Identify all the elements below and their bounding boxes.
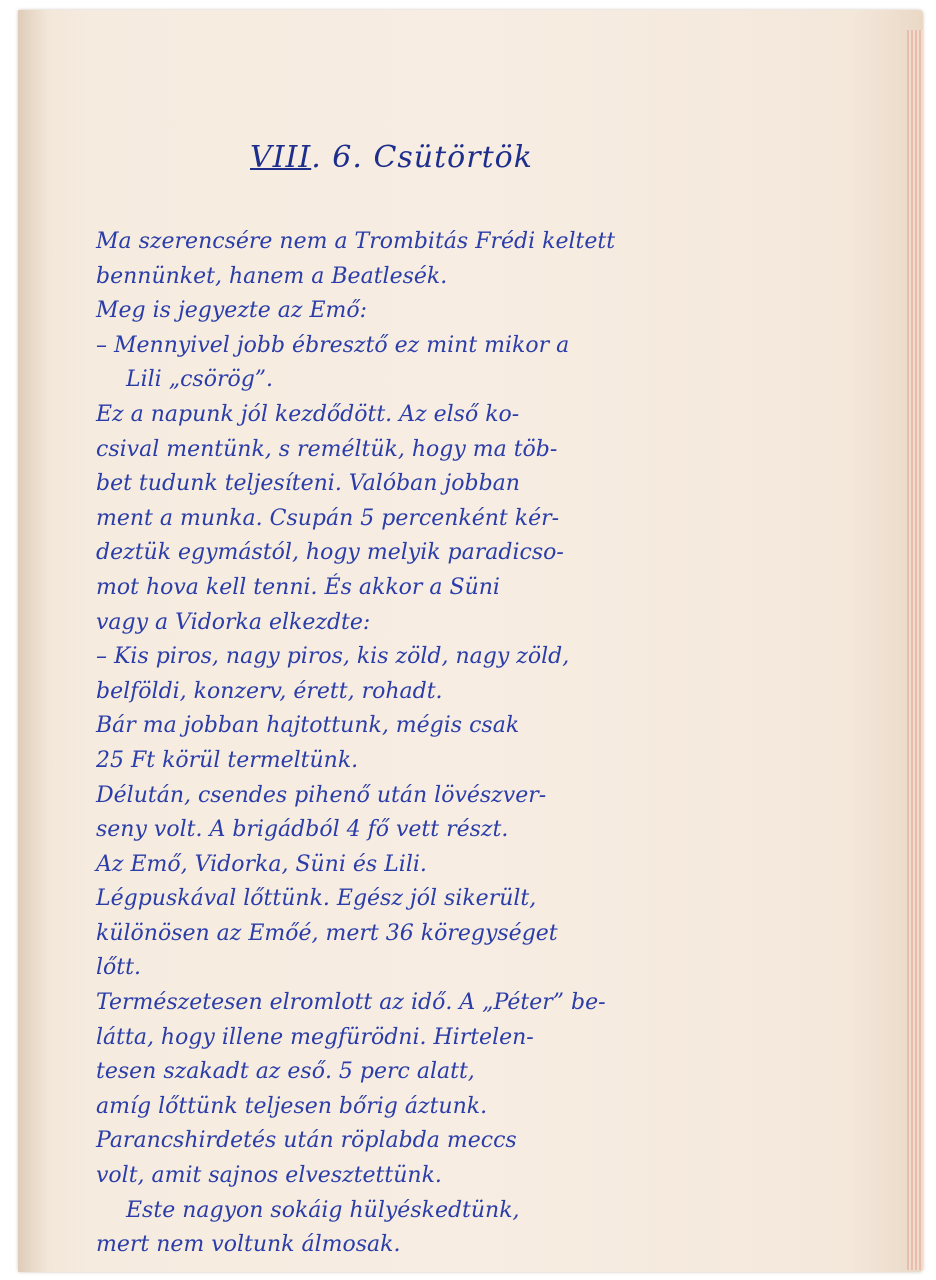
diary-line: – Mennyivel jobb ébresztő ez mint mikor a xyxy=(96,332,570,358)
diary-line: látta, hogy illene megfürödni. Hirtelen- xyxy=(96,1024,534,1050)
diary-line: volt, amit sajnos elvesztettünk. xyxy=(96,1163,442,1189)
diary-line: vagy a Vidorka elkezdte: xyxy=(96,609,371,635)
diary-line: 25 Ft körül termeltünk. xyxy=(96,747,359,773)
diary-entry-text xyxy=(96,225,816,1263)
diary-line: Természetesen elromlott az idő. A „Péter” be- xyxy=(96,990,606,1016)
diary-line: Légpuskával lőttünk. Egész jól sikerült, xyxy=(96,886,537,912)
diary-line: – Kis piros, nagy piros, kis zöld, nagy zöld, xyxy=(96,644,570,670)
entry-heading xyxy=(250,140,533,175)
diary-line: Parancshirdetés után röplabda meccs xyxy=(96,1128,517,1154)
diary-line: Ez a napunk jól kezdődött. Az első ko- xyxy=(96,401,520,427)
diary-line: bet tudunk teljesíteni. Valóban jobban xyxy=(96,471,520,497)
diary-line: seny volt. A brigádból 4 fő vett részt. xyxy=(96,817,509,843)
diary-line: Délután, csendes pihenő után lövészver- xyxy=(96,782,547,808)
heading-month: VIII xyxy=(250,140,312,175)
diary-line: különösen az Emőé, mert 36 köregységet xyxy=(96,920,558,946)
diary-line: Az Emő, Vidorka, Süni és Lili. xyxy=(96,851,427,877)
diary-line: belföldi, konzerv, érett, rohadt. xyxy=(96,678,443,704)
diary-line: Lili „csörög”. xyxy=(126,367,274,393)
diary-line: bennünket, hanem a Beatlesék. xyxy=(96,263,448,289)
diary-line: Bár ma jobban hajtottunk, mégis csak xyxy=(96,713,520,739)
diary-line: csival mentünk, s reméltük, hogy ma töb- xyxy=(96,436,558,462)
diary-line: tesen szakadt az eső. 5 perc alatt, xyxy=(96,1059,475,1085)
page-stack-edge xyxy=(907,30,923,1270)
heading-day: . 6. Csütörtök xyxy=(311,140,533,175)
diary-line: deztük egymástól, hogy melyik paradicso- xyxy=(96,540,564,566)
diary-line: lőtt. xyxy=(96,955,141,981)
diary-line: mot hova kell tenni. És akkor a Süni xyxy=(96,574,500,600)
diary-line: amíg lőttünk teljesen bőrig áztunk. xyxy=(96,1093,488,1119)
diary-line: Meg is jegyezte az Emő: xyxy=(96,298,368,324)
diary-line: Ma szerencsére nem a Trombitás Frédi keltett xyxy=(96,229,616,254)
diary-line: ment a munka. Csupán 5 percenként kér- xyxy=(96,505,560,531)
diary-line: mert nem voltunk álmosak. xyxy=(96,1232,401,1258)
diary-line: Este nagyon sokáig hülyéskedtünk, xyxy=(126,1197,520,1223)
